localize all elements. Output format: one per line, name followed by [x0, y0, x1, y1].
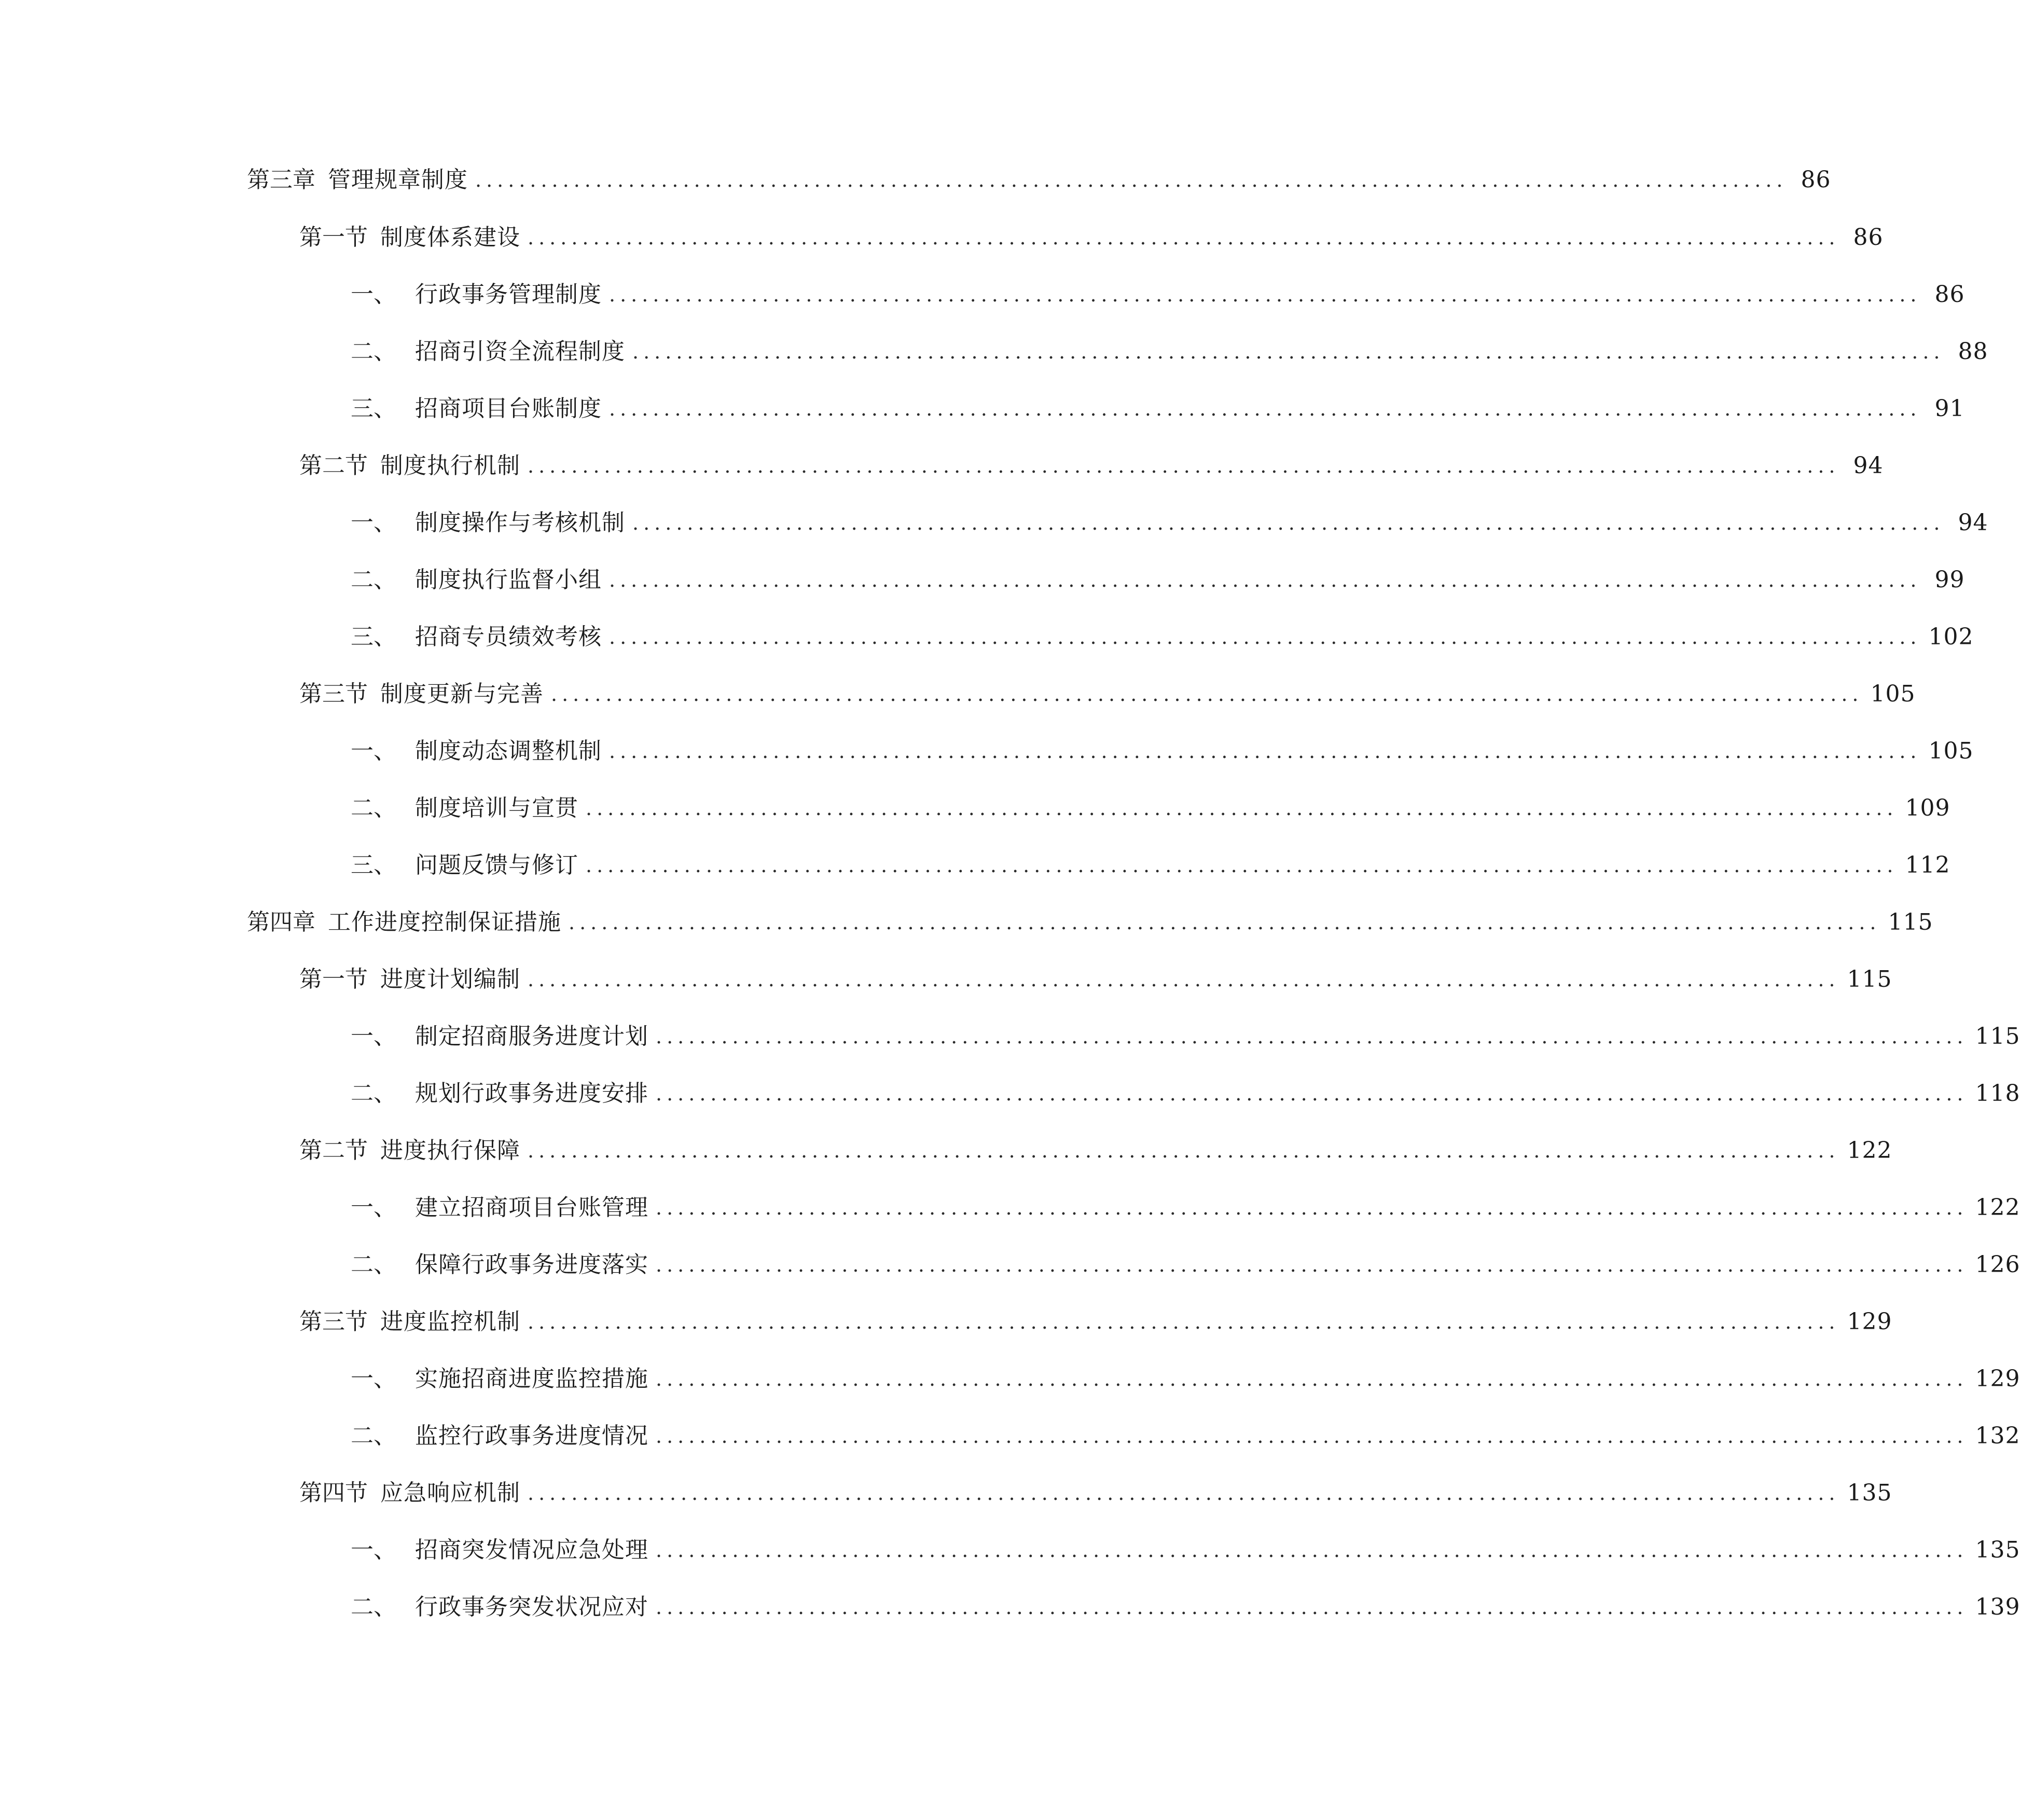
toc-entry-prefix: 三、	[351, 624, 396, 650]
toc-page-number: 115	[1847, 966, 1892, 992]
toc-item[interactable]	[351, 733, 1974, 769]
toc-entry-title: 制定招商服务进度计划	[415, 1023, 648, 1050]
toc-entry-prefix: 第三节	[299, 1308, 368, 1335]
toc-entry-title: 建立招商项目台账管理	[415, 1194, 648, 1221]
toc-entry-prefix: 第一节	[299, 966, 368, 992]
toc-entry-title: 制度执行机制	[380, 452, 520, 479]
toc-page-number: 135	[1847, 1480, 1892, 1506]
toc-item[interactable]	[351, 1076, 2020, 1112]
toc-entry-title: 行政事务管理制度	[415, 281, 602, 308]
toc-entry-prefix: 第二节	[299, 1137, 368, 1164]
toc-page-number: 132	[1975, 1423, 2020, 1449]
toc-entry-prefix: 三、	[351, 395, 396, 422]
dot-leader: ........................................................................................................................	[656, 1082, 1968, 1105]
dot-leader: ........................................................................................................................	[528, 1311, 1840, 1333]
toc-entry-title: 制度培训与宣贯	[415, 795, 578, 821]
toc-entry-title: 进度执行保障	[380, 1137, 520, 1164]
toc-entry-title: 问题反馈与修订	[415, 852, 578, 878]
dot-leader: ........................................................................................................................	[528, 968, 1840, 991]
toc-entry-title: 工作进度控制保证措施	[328, 909, 561, 935]
toc-entry-title: 制度体系建设	[380, 224, 520, 251]
toc-entry-prefix: 一、	[351, 281, 396, 308]
toc-page-number: 94	[1958, 509, 1988, 536]
toc-entry-title: 制度动态调整机制	[415, 738, 602, 764]
toc-item[interactable]	[351, 277, 1965, 313]
toc-page-number: 88	[1958, 338, 1988, 365]
toc-page-number: 112	[1905, 852, 1950, 878]
toc-item[interactable]	[351, 847, 1950, 884]
toc-page-number: 122	[1847, 1137, 1892, 1164]
toc-entry-title: 管理规章制度	[328, 167, 468, 193]
dot-leader: ........................................................................................................................	[609, 569, 1921, 591]
toc-entry-title: 保障行政事务进度落实	[415, 1251, 648, 1278]
toc-entry-prefix: 第二节	[299, 452, 368, 479]
dot-leader: ........................................................................................................................	[656, 1539, 1968, 1562]
toc-entry-prefix: 二、	[351, 1423, 396, 1449]
dot-leader: ........................................................................................................................	[528, 454, 1840, 477]
dot-leader: ........................................................................................................................	[586, 797, 1898, 820]
toc-entry-title: 招商项目台账制度	[415, 395, 602, 422]
toc-page-number: 109	[1905, 795, 1950, 821]
toc-entry-prefix: 一、	[351, 1194, 396, 1221]
dot-leader: ........................................................................................................................	[656, 1025, 1968, 1048]
toc-page-number: 99	[1934, 567, 1965, 593]
toc-entry-prefix: 二、	[351, 1251, 396, 1278]
toc-item[interactable]	[351, 562, 1965, 598]
toc-entry-title: 制度更新与完善	[380, 681, 544, 707]
toc-item[interactable]	[351, 1361, 2020, 1397]
toc-entry-prefix: 二、	[351, 1080, 396, 1107]
toc-entry-prefix: 三、	[351, 852, 396, 878]
dot-leader: ........................................................................................................................	[656, 1425, 1968, 1447]
toc-section[interactable]	[299, 961, 1892, 998]
toc-page-number: 86	[1801, 167, 1831, 193]
toc-entry-prefix: 二、	[351, 338, 396, 365]
toc-entry-title: 进度计划编制	[380, 966, 520, 992]
toc-section[interactable]	[299, 1133, 1892, 1169]
toc-page-number: 94	[1853, 452, 1884, 479]
toc-entry-title: 制度执行监督小组	[415, 567, 602, 593]
toc-item[interactable]	[351, 1018, 2020, 1055]
toc-entry-title: 实施招商进度监控措施	[415, 1366, 648, 1392]
toc-section[interactable]	[299, 676, 1916, 712]
toc-page-number: 86	[1853, 224, 1884, 251]
toc-page-number: 115	[1888, 909, 1933, 935]
dot-leader: ........................................................................................................................	[609, 283, 1921, 306]
toc-section[interactable]	[299, 1304, 1892, 1340]
toc-page-number: 105	[1928, 738, 1974, 764]
dot-leader: ........................................................................................................................	[586, 854, 1898, 877]
toc-entry-prefix: 二、	[351, 1594, 396, 1620]
toc-item[interactable]	[351, 790, 1950, 826]
toc-item[interactable]	[351, 1589, 2020, 1625]
toc-entry-prefix: 第三节	[299, 681, 368, 707]
toc-entry-prefix: 一、	[351, 738, 396, 764]
dot-leader: ........................................................................................................................	[632, 340, 1945, 363]
toc-page-number: 139	[1975, 1594, 2020, 1620]
toc-entry-title: 规划行政事务进度安排	[415, 1080, 648, 1107]
toc-item[interactable]	[351, 1190, 2020, 1226]
dot-leader: ........................................................................................................................	[475, 169, 1788, 191]
dot-leader: ........................................................................................................................	[609, 740, 1921, 763]
toc-page-number: 118	[1975, 1080, 2020, 1107]
toc-entry-title: 行政事务突发状况应对	[415, 1594, 648, 1620]
toc-chapter[interactable]	[247, 162, 1831, 198]
toc-entry-title: 制度操作与考核机制	[415, 509, 625, 536]
toc-item[interactable]	[351, 334, 1988, 370]
dot-leader: ........................................................................................................................	[528, 1482, 1840, 1505]
toc-page-number: 91	[1934, 395, 1965, 422]
dot-leader: ........................................................................................................................	[569, 911, 1881, 934]
toc-page-number: 129	[1847, 1308, 1892, 1335]
toc-entry-title: 招商突发情况应急处理	[415, 1537, 648, 1563]
toc-item[interactable]	[351, 619, 1974, 655]
toc-section[interactable]	[299, 448, 1884, 484]
toc-item[interactable]	[351, 391, 1965, 427]
dot-leader: ........................................................................................................................	[656, 1253, 1968, 1276]
toc-entry-prefix: 第一节	[299, 224, 368, 251]
dot-leader: ........................................................................................................................	[656, 1596, 1968, 1619]
toc-page-number: 105	[1870, 681, 1916, 707]
toc-page-number: 135	[1975, 1537, 2020, 1563]
toc-item[interactable]	[351, 1418, 2020, 1454]
toc-chapter[interactable]	[247, 904, 1933, 941]
toc-entry-title: 招商引资全流程制度	[415, 338, 625, 365]
dot-leader: ........................................................................................................................	[656, 1368, 1968, 1390]
toc-entry-prefix: 一、	[351, 1023, 396, 1050]
dot-leader: ........................................................................................................................	[609, 397, 1921, 420]
toc-entry-prefix: 第三章	[247, 167, 315, 193]
dot-leader: ........................................................................................................................	[528, 226, 1840, 249]
toc-entry-prefix: 二、	[351, 795, 396, 821]
toc-section[interactable]	[299, 1475, 1892, 1511]
toc-page-number: 122	[1975, 1194, 2020, 1221]
toc-page-number: 115	[1975, 1023, 2020, 1050]
dot-leader: ........................................................................................................................	[528, 1139, 1840, 1162]
toc-entry-prefix: 一、	[351, 1537, 396, 1563]
toc-page-number: 102	[1928, 624, 1974, 650]
toc-entry-prefix: 一、	[351, 509, 396, 536]
toc-entry-prefix: 第四节	[299, 1480, 368, 1506]
toc-entry-prefix: 一、	[351, 1366, 396, 1392]
toc-entry-prefix: 二、	[351, 567, 396, 593]
toc-page-number: 129	[1975, 1366, 2020, 1392]
toc-entry-title: 进度监控机制	[380, 1308, 520, 1335]
toc-entry-title: 应急响应机制	[380, 1480, 520, 1506]
toc-entry-title: 监控行政事务进度情况	[415, 1423, 648, 1449]
toc-section[interactable]	[299, 219, 1884, 256]
toc-item[interactable]	[351, 1247, 2020, 1283]
toc-page-number: 126	[1975, 1251, 2020, 1278]
toc-entry-title: 招商专员绩效考核	[415, 624, 602, 650]
toc-page-number: 86	[1934, 281, 1965, 308]
toc-item[interactable]	[351, 505, 1988, 541]
toc-entry-prefix: 第四章	[247, 909, 315, 935]
dot-leader: ........................................................................................................................	[632, 512, 1945, 534]
toc-item[interactable]	[351, 1532, 2020, 1568]
dot-leader: ........................................................................................................................	[656, 1196, 1968, 1219]
dot-leader: ........................................................................................................................	[551, 683, 1863, 706]
dot-leader: ........................................................................................................................	[609, 626, 1921, 649]
